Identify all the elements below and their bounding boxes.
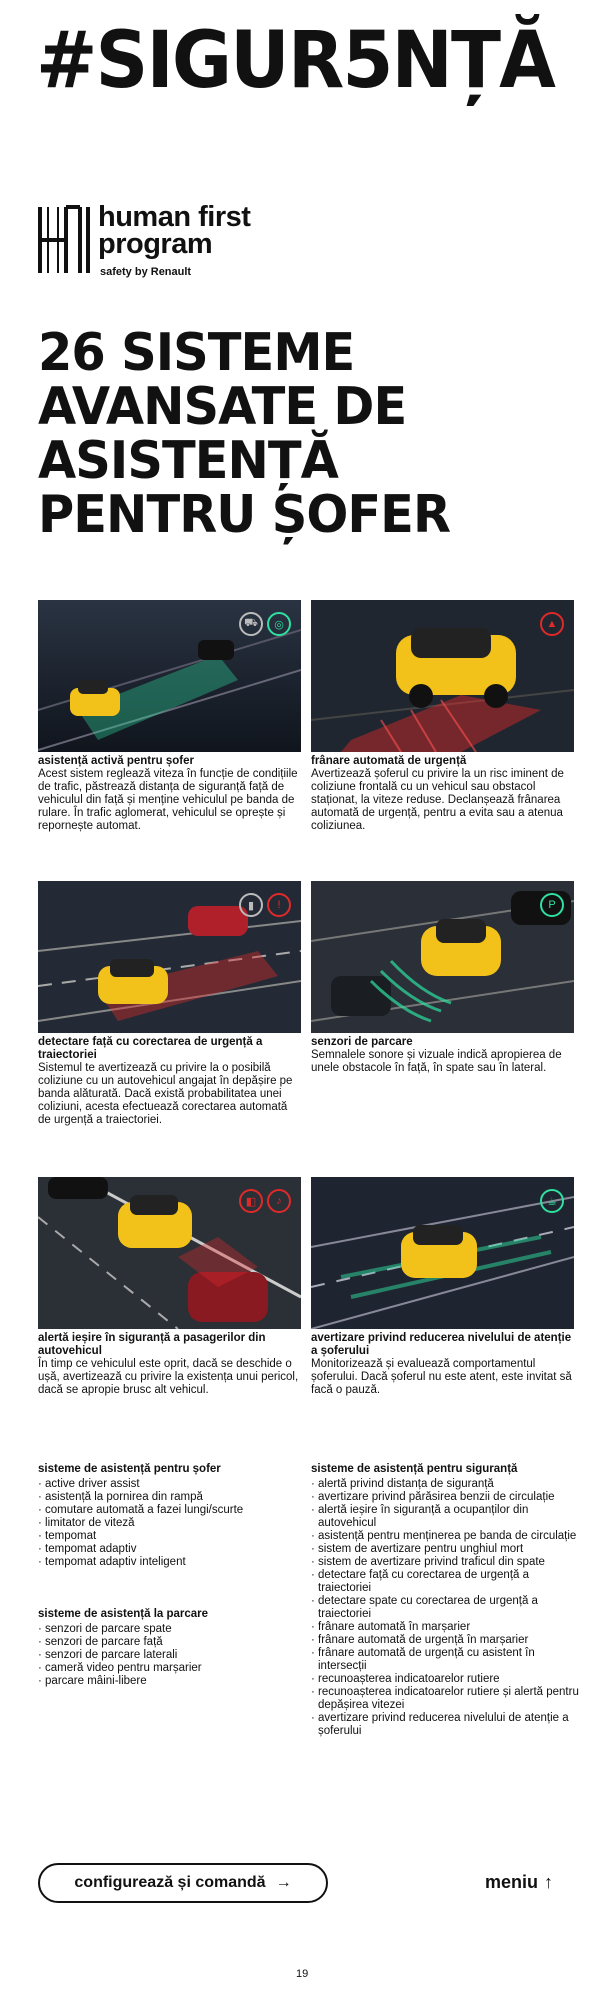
list-item: · active driver assist [38, 1478, 308, 1491]
parking-assist-list [38, 1608, 308, 1688]
list-item: · senzori de parcare laterali [38, 1649, 308, 1662]
list-heading: sisteme de asistență pentru siguranță [311, 1463, 518, 1475]
feature-card-safe-exit [38, 1177, 301, 1397]
menu-label: meniu [485, 1872, 539, 1892]
feature-title: detectare față cu corectarea de urgență a traiectoriei [38, 1036, 263, 1061]
feature-title: senzori de parcare [311, 1036, 413, 1048]
list [311, 1478, 581, 1738]
feature-card-parking-sensors [311, 881, 574, 1075]
list-item: · avertizare privind părăsirea benzii de circulație [311, 1491, 581, 1504]
list-item: · detectare față cu corectarea de urgență a traiectoriei [311, 1569, 581, 1595]
menu-button[interactable] [485, 1872, 553, 1893]
program-title: human first program [98, 201, 251, 260]
brake-warning-icon: ▲ [540, 612, 564, 636]
list-item: · frânare automată în marșarier [311, 1621, 581, 1634]
list-item: · frânare automată de urgență în marșarier [311, 1634, 581, 1647]
list-item: · alertă privind distanța de siguranță [311, 1478, 581, 1491]
list-item: · asistență la pornirea din rampă [38, 1491, 308, 1504]
feature-title: frânare automată de urgență [311, 755, 467, 767]
list-item: · detectare spate cu corectarea de urgență a traiectoriei [311, 1595, 581, 1621]
list [38, 1478, 308, 1569]
feature-image [311, 1177, 574, 1329]
sound-alert-icon: ♪ [267, 1189, 291, 1213]
list-item: · alertă ieșire în siguranță a ocupanților din autovehicul [311, 1504, 581, 1530]
feature-text: Avertizează șoferul cu privire la un risc iminent de coliziune frontală cu un vehicul sau obstacol staționat, la viteze reduse. Declanșează frânarea automată de urgență, pentru a evita sau a atenua coliziunea. [311, 768, 564, 832]
feature-text: Sistemul te avertizează cu privire la o posibilă coliziune cu un autovehicul angajat în depășire pe banda alăturată. Dacă există probabilitatea unei coliziuni, acesta efectuează corectarea automată de urgență a traiectoriei. [38, 1062, 293, 1126]
safety-assist-list [311, 1463, 581, 1738]
list-item: · tempomat [38, 1530, 308, 1543]
list-item: · tempomat adaptiv [38, 1543, 308, 1556]
feature-text: În timp ce vehiculul este oprit, dacă se deschide o ușă, avertizează cu privire la existența unui pericol, dacă se apropie brusc alt vehicul. [38, 1358, 299, 1396]
main-title: 26 SISTEME AVANSATE DE ASISTENȚĂ PENTRU ȘOFER [38, 323, 451, 545]
feature-card-active-assist [38, 600, 301, 833]
feature-card-driver-attention [311, 1177, 574, 1397]
list-item: · recunoașterea indicatoarelor rutiere și alertă pentru depășirea vitezei [311, 1686, 581, 1712]
collision-warning-icon: ! [267, 893, 291, 917]
steering-icon: ◎ [267, 612, 291, 636]
list-item: · cameră video pentru marșarier [38, 1662, 308, 1675]
list-item: · comutare automată a fazei lungi/scurte [38, 1504, 308, 1517]
list-item: · limitator de viteză [38, 1517, 308, 1530]
car-icon: ⛟ [239, 612, 263, 636]
arrow-up-icon: ↑ [544, 1872, 554, 1892]
list-item: · frânare automată de urgență cu asistent în intersecții [311, 1647, 581, 1673]
feature-image [311, 600, 574, 752]
hashtag-headline: #SIGUR5NȚĂ [36, 16, 555, 106]
feature-title: alertă ieșire în siguranță a pasagerilor din autovehicul [38, 1332, 266, 1357]
list-item: · senzori de parcare față [38, 1636, 308, 1649]
list-item: · parcare mâini-libere [38, 1675, 308, 1688]
list-item: · tempomat adaptiv inteligent [38, 1556, 308, 1569]
feature-card-emergency-braking [311, 600, 574, 833]
feature-image [38, 600, 301, 752]
list-item: · sistem de avertizare privind traficul din spate [311, 1556, 581, 1569]
list-item: · avertizare privind reducerea nivelului de atenție a șoferului [311, 1712, 581, 1738]
lane-icon: ▮ [239, 893, 263, 917]
parking-sensor-icon: P [540, 893, 564, 917]
list [38, 1623, 308, 1688]
feature-text: Acest sistem reglează viteza în funcție de condițiile de trafic, păstrează distanța de siguranță față de vehiculul din față și menține vehiculul pe banda de rulare. În trafic aglomerat, vehiculul se oprește și repornește automat. [38, 768, 298, 832]
arrow-right-icon: → [275, 1874, 292, 1891]
page-number: 19 [296, 1968, 309, 1980]
feature-card-front-detection [38, 881, 301, 1127]
feature-image [38, 1177, 301, 1329]
feature-title: asistență activă pentru șofer [38, 755, 194, 767]
driver-assist-list [38, 1463, 308, 1569]
list-item: · sistem de avertizare pentru unghiul mort [311, 1543, 581, 1556]
feature-title: avertizare privind reducerea nivelului de atenție a șoferului [311, 1332, 572, 1357]
configure-order-button[interactable] [38, 1863, 328, 1903]
door-warning-icon: ◧ [239, 1189, 263, 1213]
list-heading: sisteme de asistență pentru șofer [38, 1463, 221, 1475]
human-first-logo-icon [36, 205, 98, 275]
program-subtitle: safety by Renault [100, 266, 192, 278]
feature-image [38, 881, 301, 1033]
feature-text: Semnalele sonore și vizuale indică apropierea de unele obstacole în față, în spate sau în lateral. [311, 1049, 562, 1074]
feature-text: Monitorizează și evaluează comportamentul șoferului. Dacă șoferul nu este atent, este invitat să facă o pauză. [311, 1358, 572, 1396]
feature-image [311, 881, 574, 1033]
list-item: · recunoașterea indicatoarelor rutiere [311, 1673, 581, 1686]
list-item: · senzori de parcare spate [38, 1623, 308, 1636]
attention-icon: ☕ [540, 1189, 564, 1213]
list-item: · asistență pentru menținerea pe banda de circulație [311, 1530, 581, 1543]
list-heading: sisteme de asistență la parcare [38, 1608, 209, 1620]
configure-order-label: configurează și comandă [74, 1874, 266, 1891]
